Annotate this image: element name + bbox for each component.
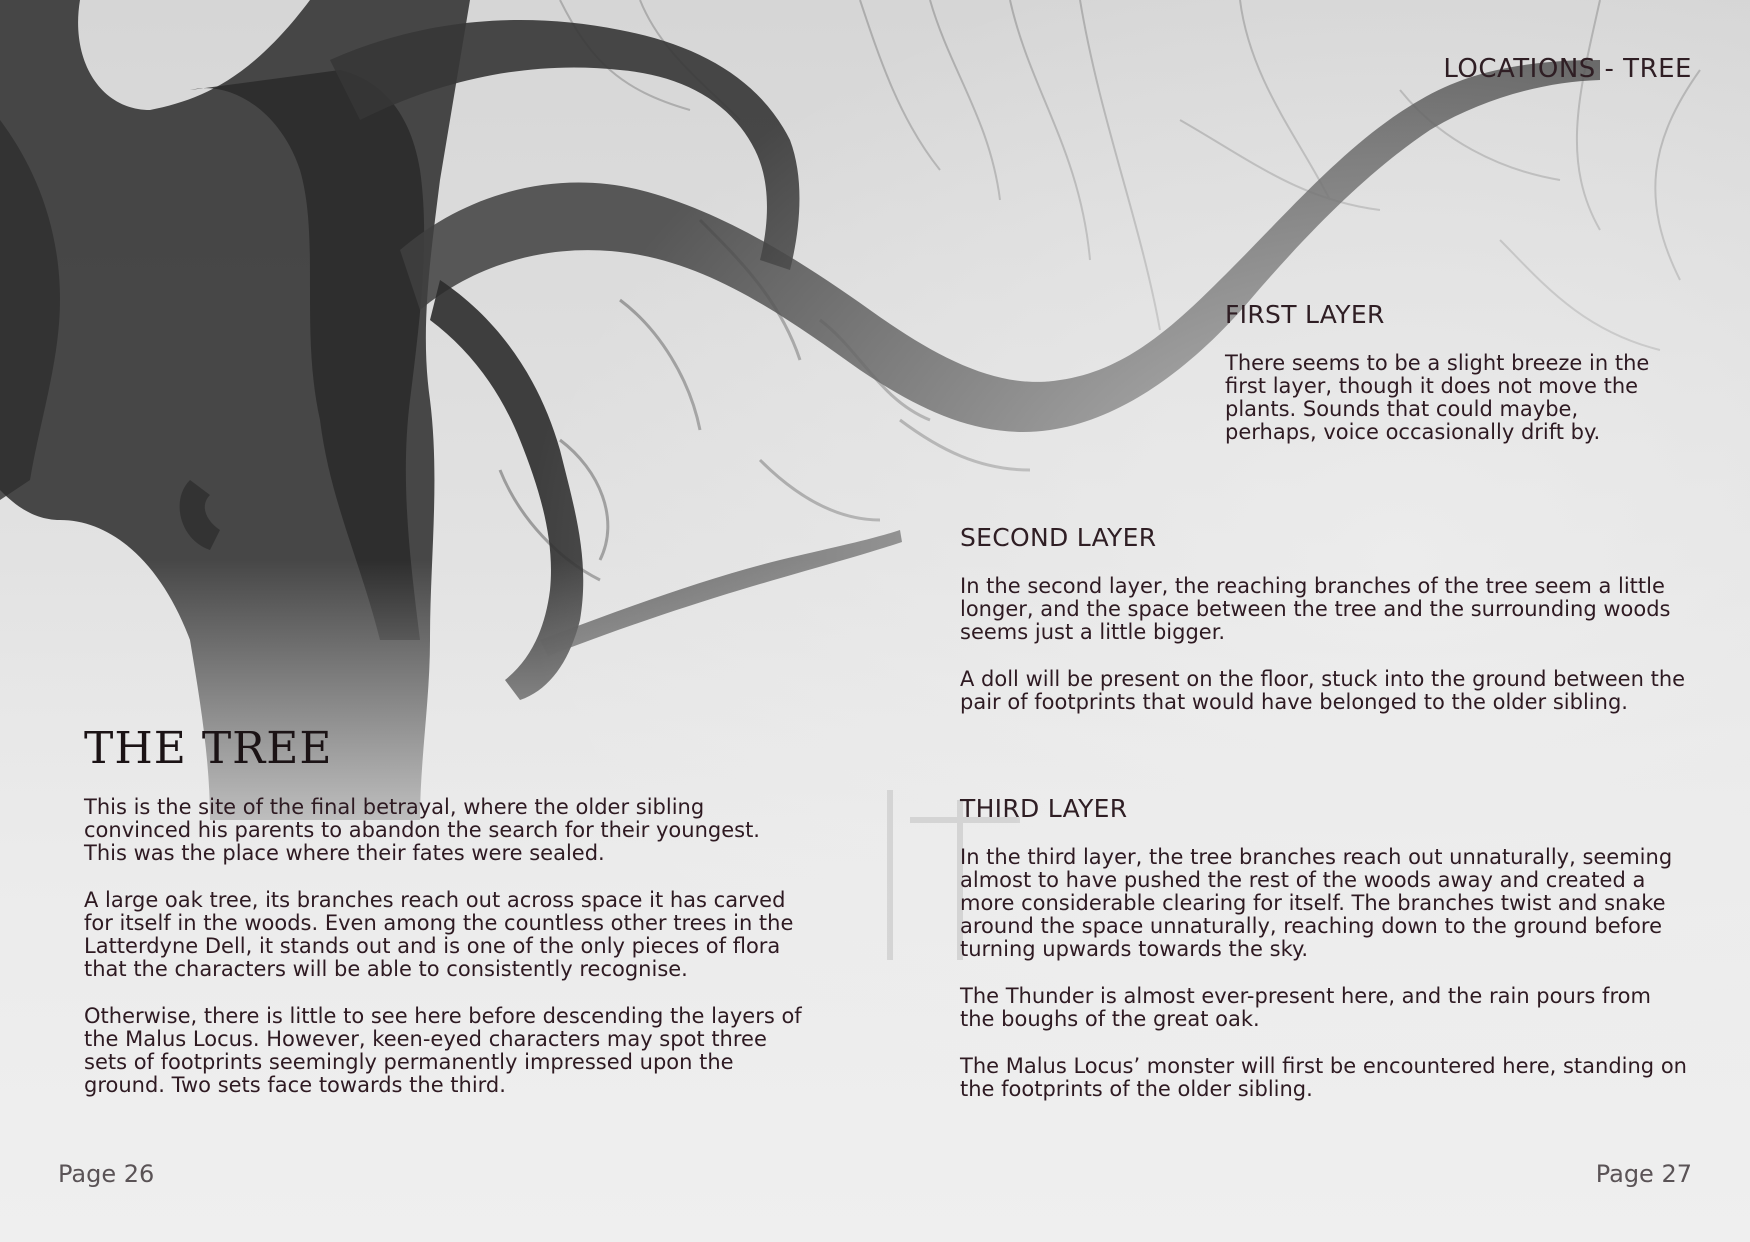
page-number-left: Page 26 (58, 1160, 155, 1188)
third-layer-paragraph: In the third layer, the tree branches reach out unnaturally, seeming almost to have pushed the rest of the woods away and created a more considerable clearing for itself. The branches twist and snake around the space unnaturally, reaching down to the ground before turning upwards towards the sky. (960, 845, 1673, 961)
third-layer-monster-paragraph: The Malus Locus’ monster will first be encountered here, standing on the footprints of the older sibling. (960, 1054, 1687, 1101)
description-paragraph: A large oak tree, its branches reach out across space it has carved for itself in the woods. Even among the countless other trees in the Latterdyne Dell, it stands out and is one of the only pieces of flora that the characters will be able to consistently recognise. (84, 888, 794, 981)
footprints-paragraph: Otherwise, there is little to see here before descending the layers of the Malus Locus. However, keen-eyed characters may spot three sets of footprints seemingly permanently impressed upon the ground. Two sets face towards the third. (84, 1004, 802, 1097)
second-layer-doll-paragraph: A doll will be present on the floor, stuck into the ground between the pair of footprints that would have belonged to the older sibling. (960, 667, 1686, 714)
second-layer-paragraph: In the second layer, the reaching branches of the tree seem a little longer, and the space between the tree and the surrounding woods seems just a little bigger. (960, 574, 1671, 644)
intro-paragraph: This is the site of the final betrayal, where the older sibling convinced his parents to abandon the search for their youngest. This was the place where their fates were sealed. (84, 795, 760, 865)
first-layer-paragraph: There seems to be a slight breeze in the first layer, though it does not move the plants. Sounds that could maybe, perhaps, voice occasionally drift by. (1225, 351, 1650, 444)
section-header: LOCATIONS - TREE (1443, 54, 1692, 84)
page-number-right: Page 27 (1595, 1160, 1692, 1188)
first-layer-text (1225, 352, 1665, 468)
third-layer-text (960, 846, 1690, 1125)
second-layer-text (960, 575, 1690, 738)
third-layer-thunder-paragraph: The Thunder is almost ever-present here, and the rain pours from the boughs of the great oak. (960, 984, 1651, 1031)
left-column-text (84, 796, 804, 1121)
first-layer-heading: FIRST LAYER (1225, 300, 1385, 329)
page-title: THE TREE (84, 723, 333, 774)
second-layer-heading: SECOND LAYER (960, 523, 1157, 552)
third-layer-heading: THIRD LAYER (960, 794, 1128, 823)
